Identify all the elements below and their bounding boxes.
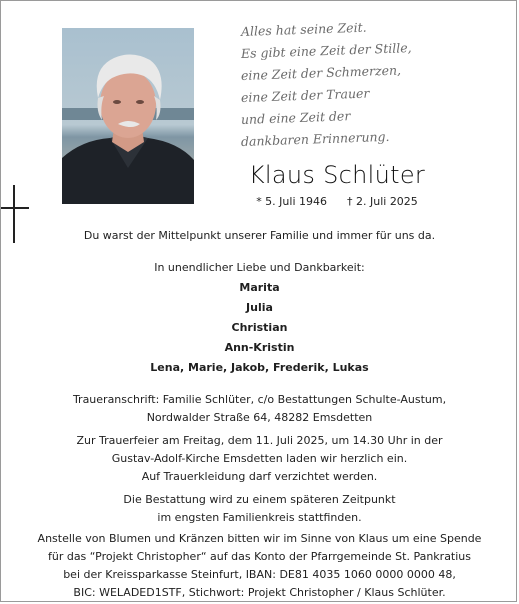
mourner-name: Ann-Kristin — [224, 341, 295, 354]
poem-line: eine Zeit der Schmerzen, — [240, 62, 402, 83]
donation-line: BIC: WELADED1STF, Stichwort: Projekt Christopher / Klaus Schlüter. — [73, 586, 446, 599]
mourners-intro-text: In unendlicher Liebe und Dankbarkeit: — [154, 261, 365, 274]
tagline — [21, 227, 498, 245]
address-block — [21, 391, 498, 427]
birth-date: * 5. Juli 1946 — [256, 195, 327, 208]
donation-line: bei der Kreissparkasse Steinfurt, IBAN: DE81 4035 1060 0000 0000 48, — [63, 568, 456, 581]
poem-line: Es gibt eine Zeit der Stille, — [240, 40, 412, 61]
donation-block — [21, 530, 498, 602]
burial-line: im engsten Familienkreis stattfinden. — [157, 511, 362, 524]
tagline-text: Du warst der Mittelpunkt unserer Familie und immer für uns da. — [83, 229, 436, 242]
ceremony-line: Gustav-Adolf-Kirche Emsdetten laden wir herzlich ein. — [111, 452, 408, 465]
death-date: † 2. Juli 2025 — [347, 195, 418, 208]
poem-line: eine Zeit der Trauer — [240, 85, 370, 105]
donation-line: für das “Projekt Christopher“ auf das Konto der Pfarrgemeinde St. Pankratius — [47, 550, 472, 563]
address-line: Traueranschrift: Familie Schlüter, c/o Bestattungen Schulte-Austum, — [72, 393, 447, 406]
donation-line: Anstelle von Blumen und Kränzen bitten wir im Sinne von Klaus um eine Spende — [37, 532, 482, 545]
mourner-names — [21, 278, 498, 378]
deceased-name: Klaus Schlüter — [248, 161, 426, 189]
poem-line: und eine Zeit der — [240, 108, 351, 127]
handwritten-poem — [241, 21, 511, 153]
mourner-name: Marita — [239, 281, 280, 294]
mourner-name: Christian — [231, 321, 288, 334]
poem-line: Alles hat seine Zeit. — [240, 19, 367, 39]
mourner-name: Lena, Marie, Jakob, Frederik, Lukas — [150, 361, 369, 374]
address-line: Nordwalder Straße 64, 48282 Emsdetten — [146, 411, 373, 424]
portrait-photo — [62, 28, 194, 204]
burial-line: Die Bestattung wird zu einem späteren Zeitpunkt — [123, 493, 396, 506]
life-dates — [230, 195, 444, 208]
mourner-name: Julia — [246, 301, 273, 314]
burial-block — [21, 491, 498, 527]
poem-line: dankbaren Erinnerung. — [240, 128, 390, 149]
ceremony-line: Zur Trauerfeier am Freitag, dem 11. Juli 2025, um 14.30 Uhr in der — [76, 434, 443, 447]
ceremony-line: Auf Trauerkleidung darf verzichtet werden. — [141, 470, 378, 483]
mourners-intro — [21, 259, 498, 277]
ceremony-block — [21, 432, 498, 486]
